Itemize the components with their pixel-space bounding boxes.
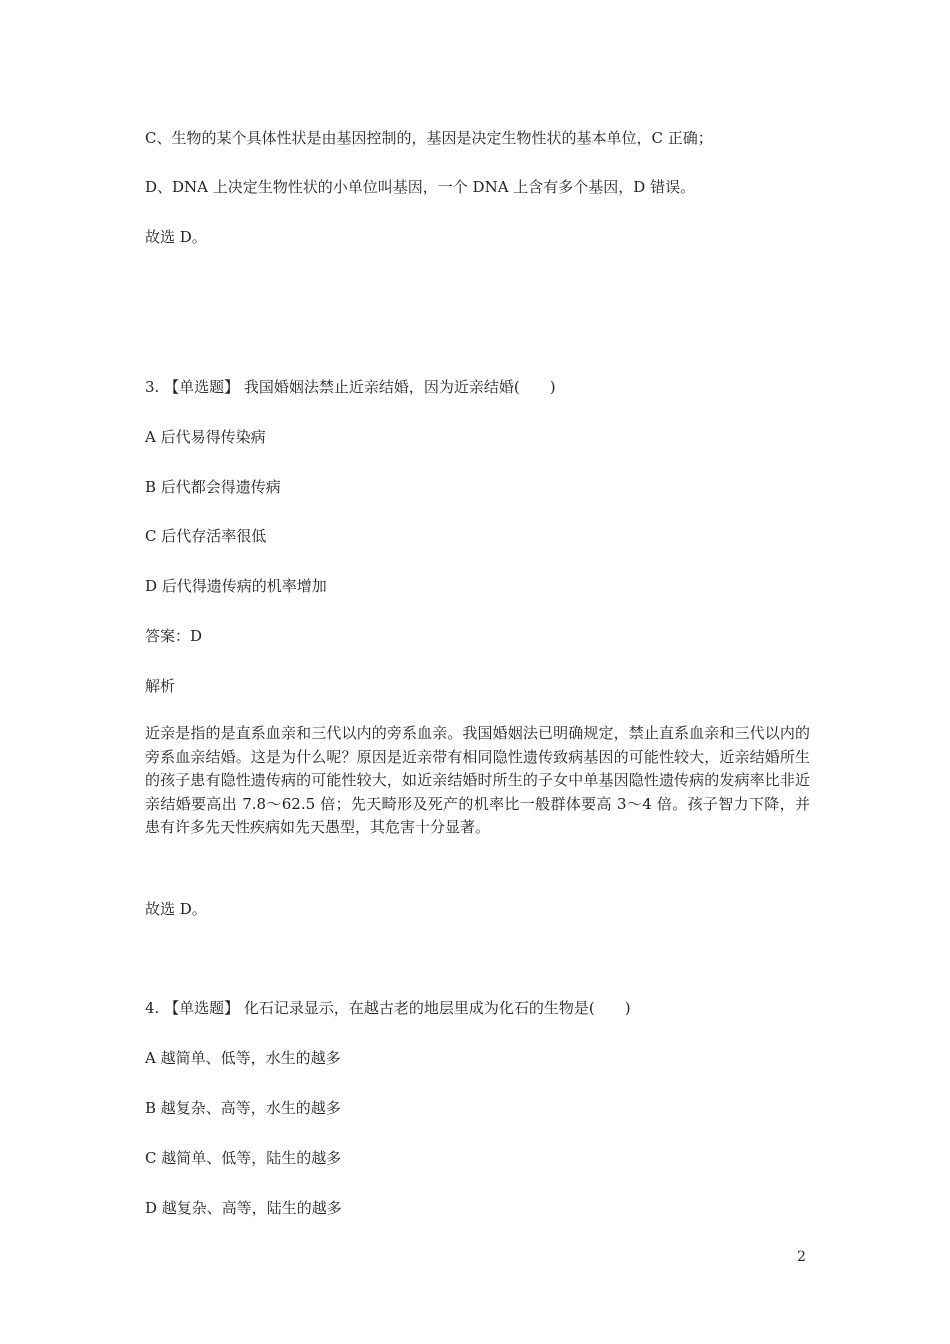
question-3-option-a: A 后代易得传染病 xyxy=(145,428,266,446)
question-3-option-b: B 后代都会得遗传病 xyxy=(145,478,281,496)
question-3-analysis-label: 解析 xyxy=(145,677,176,695)
question-3-option-c: C 后代存活率很低 xyxy=(145,527,267,545)
question-4-option-c: C 越简单、低等，陆生的越多 xyxy=(145,1149,342,1167)
prev-analysis-option-c: C、生物的某个具体性状是由基因控制的，基因是决定生物性状的基本单位，C 正确； xyxy=(145,129,713,147)
question-3-stem: 3. 【单选题】 我国婚姻法禁止近亲结婚，因为近亲结婚( ) xyxy=(145,378,556,396)
question-3-answer: 答案：D xyxy=(145,627,203,645)
prev-analysis-option-d: D、DNA 上决定生物性状的小单位叫基因，一个 DNA 上含有多个基因，D 错误。 xyxy=(145,178,696,196)
page-number: 2 xyxy=(797,1249,806,1265)
question-4-option-a: A 越简单、低等，水生的越多 xyxy=(145,1049,341,1067)
question-3-conclusion: 故选 D。 xyxy=(145,900,207,918)
prev-analysis-conclusion: 故选 D。 xyxy=(145,228,207,246)
question-4-stem: 4. 【单选题】 化石记录显示，在越古老的地层里成为化石的生物是( ) xyxy=(145,999,631,1017)
question-3-analysis-text: 近亲是指的是直系血亲和三代以内的旁系血亲。我国婚姻法已明确规定，禁止直系血亲和三代以内的旁系血亲结婚。这是为什么呢？原因是近亲带有相同隐性遗传致病基因的可能性较大，近亲结婚所生的孩子患有隐性遗传病的可能性较大，如近亲结婚时所生的子女中单基因隐性遗传病的发病率比非近亲结婚要高出 7.8～62.5 倍；先天畸形及死产的机率比一般群体要高 3～4 倍。孩子智力下降，并患有许多先天性疾病如先天愚型，其危害十分显著。 xyxy=(145,724,810,836)
question-4-option-b: B 越复杂、高等，水生的越多 xyxy=(145,1099,341,1117)
question-3-option-d: D 后代得遗传病的机率增加 xyxy=(145,577,327,595)
question-4-option-d: D 越复杂、高等，陆生的越多 xyxy=(145,1199,342,1217)
